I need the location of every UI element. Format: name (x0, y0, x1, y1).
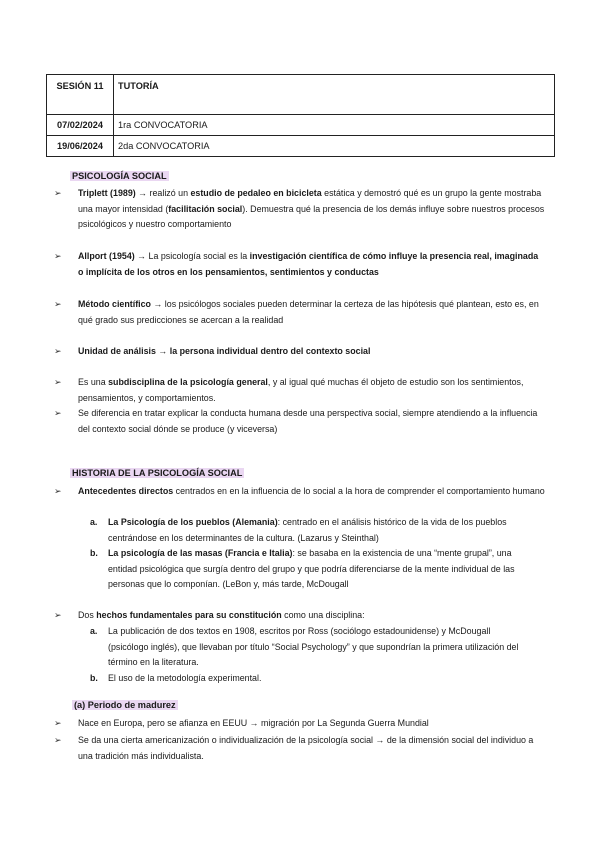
arrow-bullet-icon: ➢ (54, 299, 62, 309)
list-item: ➢ Antecedentes directos centrados en en la influencia de lo social a la hora de comprender el comportamiento humano (56, 484, 546, 500)
section-heading: (a) Periodo de madurez (74, 700, 176, 710)
list-item: ➢ Dos hechos fundamentales para su constitución como una disciplina: (56, 608, 546, 624)
table-row (47, 115, 555, 136)
session-table (46, 74, 555, 157)
arrow-bullet-icon: ➢ (54, 610, 62, 620)
sub-list-item: a. La Psicología de los pueblos (Alemania): centrado en el análisis histórico de la vida de los pueblos centrándose en los determinantes de la cultura. (Lazarus y Steinthal) (90, 517, 507, 543)
date-cell: 07/02/2024 (47, 115, 114, 136)
convocatoria-cell: 1ra CONVOCATORIA (114, 115, 555, 136)
sub-list-item: b. La psicología de las masas (Francia e Italia): se basaba en la existencia de una “mente grupal”, una entidad psicológica que surgía dentro del grupo y que podría diferenciarse de la mente individual de las personas que lo componían. (LeBon y, más tarde, McDougall (90, 548, 515, 590)
list-item: ➢ Triplett (1989) → realizó un estudio de pedaleo en bicicleta estática y demostró qué es un grupo la gente mostraba una mayor intensidad (facilitación social). Demuestra qué la presencia de los demás influye sobre nuestros procesos psicológicos y nuestro comportamiento (54, 188, 545, 230)
table-row (47, 75, 555, 115)
list-item: ➢ Unidad de análisis → la persona individual dentro del contexto social (56, 344, 546, 360)
arrow-bullet-icon: ➢ (54, 408, 62, 418)
arrow-bullet-icon: ➢ (54, 188, 62, 198)
arrow-bullet-icon: ➢ (54, 377, 62, 387)
session-label: SESIÓN 11 (47, 75, 114, 115)
arrow-bullet-icon: ➢ (54, 346, 62, 356)
list-item: ➢ Nace en Europa, pero se afianza en EEUU → migración por La Segunda Guerra Mundial (56, 716, 546, 732)
section-heading: PSICOLOGÍA SOCIAL (72, 171, 167, 181)
session-title: TUTORÍA (114, 75, 555, 115)
sub-list-item: a. La publicación de dos textos en 1908, escritos por Ross (sociólogo estadounidense) y McDougall (psicólogo inglés), que llevaban por título “Social Psychology” y que supondrían la primera utilización del término en la literatura. (90, 626, 519, 668)
table-row (47, 136, 555, 157)
list-item: ➢ Se da una cierta americanización o individualización de la psicología social → de la dimensión social del individuo a una tradición más individualista. (54, 735, 534, 761)
list-item: ➢ Es una subdisciplina de la psicología general, y al igual qué muchas él objeto de estudio son los sentimientos, pensamientos, y comportamientos. (54, 377, 524, 403)
sub-list-item: b. El uso de la metodología experimental. (90, 673, 262, 683)
convocatoria-cell: 2da CONVOCATORIA (114, 136, 555, 157)
arrow-bullet-icon: ➢ (54, 718, 62, 728)
section-heading: HISTORIA DE LA PSICOLOGÍA SOCIAL (72, 468, 243, 478)
arrow-bullet-icon: ➢ (54, 486, 62, 496)
arrow-bullet-icon: ➢ (54, 735, 62, 745)
date-cell: 19/06/2024 (47, 136, 114, 157)
list-item: ➢ Método científico → los psicólogos sociales pueden determinar la certeza de las hipótesis qué plantean, esto es, en qué grado sus predicciones se acercan a la realidad (54, 299, 539, 325)
list-item: ➢ Se diferencia en tratar explicar la conducta humana desde una perspectiva social, siempre atendiendo a la influencia del contexto social dónde se produce (y viceversa) (54, 408, 538, 434)
arrow-bullet-icon: ➢ (54, 251, 62, 261)
list-item: ➢ Allport (1954) → La psicología social es la investigación científica de cómo influye la presencia real, imaginada o implícita de los otros en los pensamientos, sentimientos y conductas (54, 251, 539, 277)
